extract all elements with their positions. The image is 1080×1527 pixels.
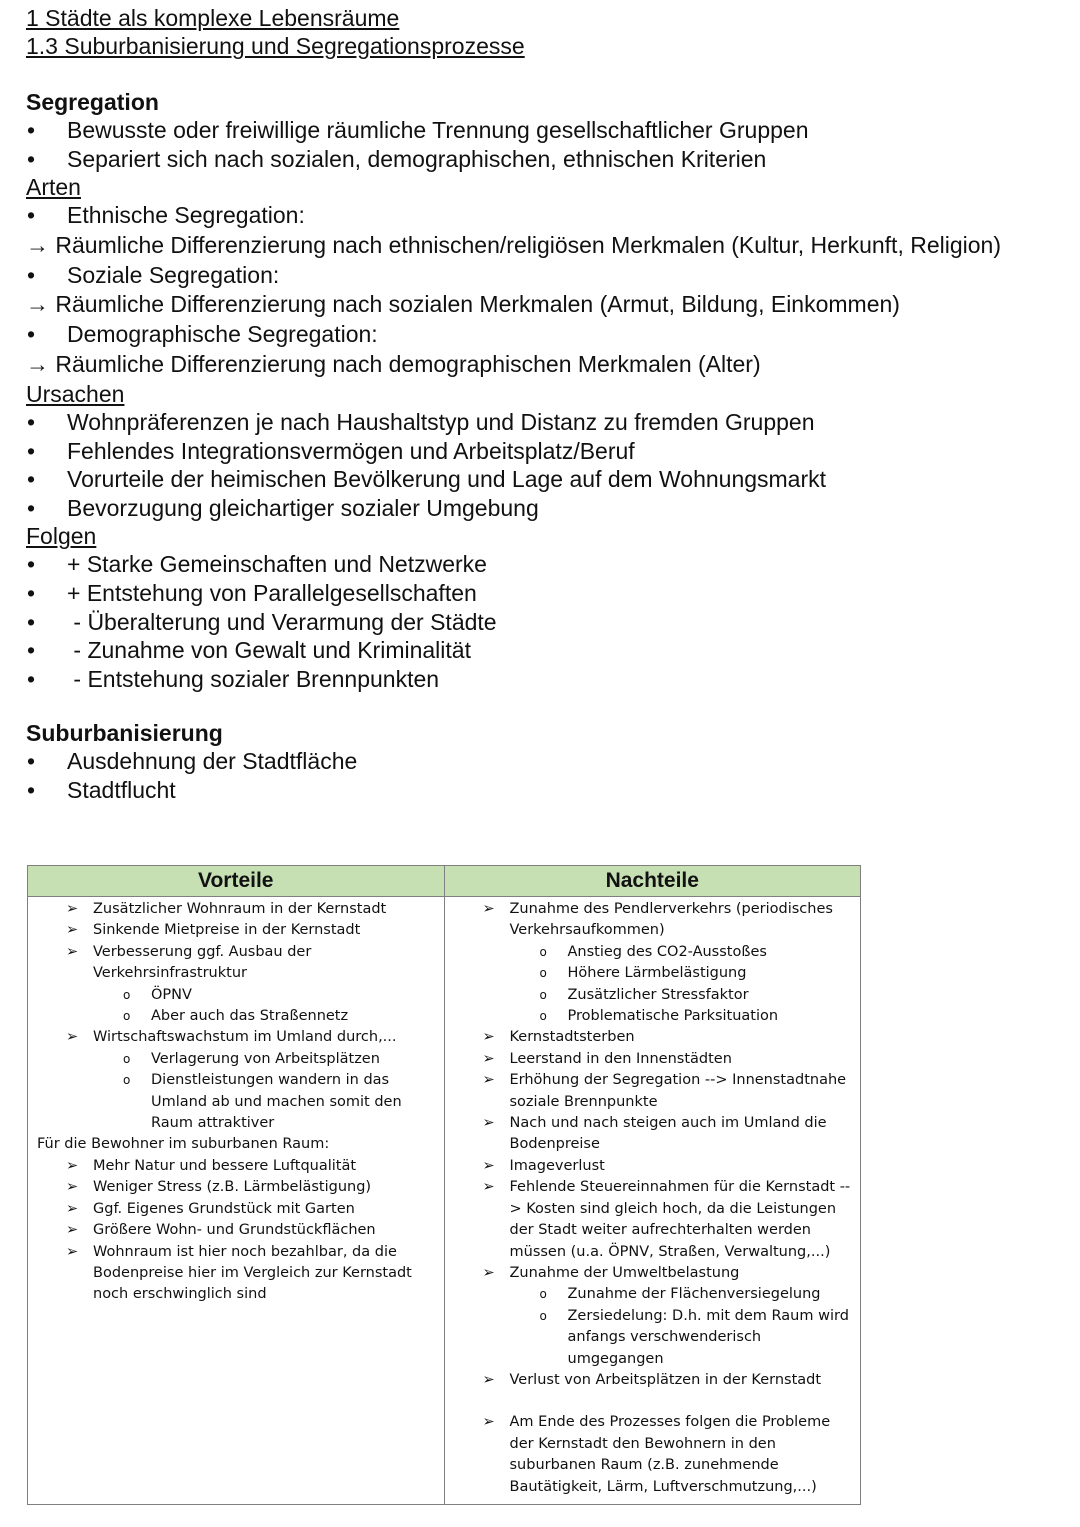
arrowhead-bullet-icon: ➢ <box>482 1179 495 1196</box>
arrowhead-bullet-icon: ➢ <box>66 922 79 939</box>
segregation-heading: Segregation <box>26 89 159 115</box>
list-item <box>451 1027 855 1048</box>
arrowhead-bullet-icon: ➢ <box>66 1029 79 1046</box>
list-item-text: Fehlende Steuereinnahmen für die Kernstadt --> Kosten sind gleich hoch, da die Leistungen der Stadt weiter aufrechterhalten werden müssen (u.a. ÖPNV, Straßen, Verwaltung,...) <box>509 1179 851 1260</box>
list-item <box>451 1412 855 1498</box>
list-item-text: Weniger Stress (z.B. Lärmbelästigung) <box>93 1179 372 1196</box>
arrowhead-bullet-icon: ➢ <box>482 1115 495 1132</box>
list-item: • Ethnische Segregation: <box>26 202 305 229</box>
list-item-text: Zunahme der Umweltbelastung <box>509 1264 740 1281</box>
list-item-text: Verlagerung von Arbeitsplätzen <box>151 1050 380 1067</box>
list-item-text: Am Ende des Prozesses folgen die Probleme der Kernstadt den Bewohnern in den suburbanen Raum (z.B. zunehmende Bautätigkeit, Lärm, Luftverschmutzung,...) <box>509 1414 831 1495</box>
list-item-text: Wohnraum ist hier noch bezahlbar, da die Bodenpreise hier im Vergleich zur Kernstadt noch erschwinglich sind <box>93 1243 412 1303</box>
list-item <box>451 1177 855 1263</box>
list-item <box>451 1156 855 1177</box>
list-item <box>34 1070 438 1134</box>
list-item: • Vorurteile der heimischen Bevölkerung und Lage auf dem Wohnungsmarkt <box>26 466 827 493</box>
list-item: • + Starke Gemeinschaften und Netzwerke <box>26 551 487 578</box>
list-item <box>451 1070 855 1113</box>
list-item <box>34 942 438 985</box>
circle-bullet-icon: o <box>539 944 547 959</box>
list-item <box>451 1306 855 1370</box>
vorteile-cell <box>28 897 445 1505</box>
list-item: • - Zunahme von Gewalt und Kriminalität <box>26 637 471 664</box>
list-item-text: Kernstadtsterben <box>509 1029 635 1046</box>
list-item-text: Wirtschaftswachstum im Umland durch,... <box>93 1029 397 1046</box>
list-item: • Stadtflucht <box>26 776 176 803</box>
arrowhead-bullet-icon: ➢ <box>482 1414 495 1431</box>
folgen-label: Folgen <box>26 523 97 550</box>
spacer <box>451 1391 855 1412</box>
list-item <box>451 1049 855 1070</box>
list-item-text: Größere Wohn- und Grundstückflächen <box>93 1222 376 1239</box>
arrowhead-bullet-icon: ➢ <box>482 1029 495 1046</box>
ursachen-label: Ursachen <box>26 380 125 407</box>
circle-bullet-icon: o <box>123 1009 131 1024</box>
list-item <box>451 1284 855 1305</box>
nachteile-header: Nachteile <box>444 866 861 897</box>
circle-bullet-icon: o <box>123 1051 131 1066</box>
list-item-text: Anstieg des CO2-Ausstoßes <box>567 943 767 960</box>
arrow-line: → Räumliche Differenzierung nach demographischen Merkmalen (Alter) <box>26 350 761 377</box>
list-item-text: ÖPNV <box>151 986 192 1003</box>
circle-bullet-icon: o <box>123 1073 131 1088</box>
list-item: • Separiert sich nach sozialen, demographischen, ethnischen Kriterien <box>26 145 767 172</box>
nachteile-cell <box>444 897 861 1505</box>
arrowhead-bullet-icon: ➢ <box>482 1371 495 1388</box>
list-item-text: Nach und nach steigen auch im Umland die Bodenpreise <box>509 1115 827 1153</box>
list-item <box>451 1263 855 1284</box>
list-item-text: Verbesserung ggf. Ausbau der Verkehrsinfrastruktur <box>93 943 312 982</box>
list-item-text: Zusätzlicher Wohnraum in der Kernstadt <box>93 901 387 917</box>
vorteile-nachteile-table <box>27 865 861 1505</box>
arten-label: Arten <box>26 174 81 201</box>
list-item <box>451 1006 855 1027</box>
list-item: • + Entstehung von Parallelgesellschaften <box>26 579 477 606</box>
arrowhead-bullet-icon: ➢ <box>66 1200 79 1217</box>
chapter-title: 1 Städte als komplexe Lebensräume <box>26 5 400 31</box>
circle-bullet-icon: o <box>539 1308 547 1323</box>
vorteile-list <box>34 899 438 1306</box>
list-item: • Bevorzugung gleichartiger sozialer Umgebung <box>26 494 539 521</box>
list-item: • Demographische Segregation: <box>26 321 378 348</box>
vorteile-header: Vorteile <box>28 866 445 897</box>
list-item <box>34 920 438 941</box>
arrowhead-bullet-icon: ➢ <box>66 1157 79 1174</box>
list-item-text: Dienstleistungen wandern in das Umland ab und machen somit den Raum attraktiver <box>151 1072 402 1132</box>
circle-bullet-icon: o <box>539 1287 547 1302</box>
list-item <box>34 985 438 1006</box>
list-item <box>34 899 438 920</box>
arrowhead-bullet-icon: ➢ <box>66 943 79 960</box>
list-item <box>451 985 855 1006</box>
arrow-line: → Räumliche Differenzierung nach sozialen Merkmalen (Armut, Bildung, Einkommen) <box>26 291 900 318</box>
list-item <box>34 1027 438 1048</box>
list-item-text: Imageverlust <box>509 1157 605 1174</box>
list-heading: Für die Bewohner im suburbanen Raum: <box>37 1136 330 1153</box>
list-item-text: Erhöhung der Segregation --> Innenstadtnahe soziale Brennpunkte <box>509 1072 847 1110</box>
arrowhead-bullet-icon: ➢ <box>482 1264 495 1281</box>
circle-bullet-icon: o <box>123 987 131 1002</box>
document <box>26 4 1056 805</box>
arrowhead-bullet-icon: ➢ <box>482 901 495 917</box>
list-item-text: Problematische Parksituation <box>567 1008 779 1025</box>
arrowhead-bullet-icon: ➢ <box>482 1072 495 1089</box>
list-item <box>34 1006 438 1027</box>
list-item: • Ausdehnung der Stadtfläche <box>26 748 358 775</box>
circle-bullet-icon: o <box>539 1009 547 1024</box>
list-item <box>34 1177 438 1198</box>
arrowhead-bullet-icon: ➢ <box>482 1157 495 1174</box>
list-item: • Fehlendes Integrationsvermögen und Arbeitsplatz/Beruf <box>26 437 635 464</box>
arrowhead-bullet-icon: ➢ <box>66 1222 79 1239</box>
list-item-text: Verlust von Arbeitsplätzen in der Kernstadt <box>509 1371 822 1388</box>
list-item-text: Höhere Lärmbelästigung <box>567 965 747 982</box>
list-item-text: Zusätzlicher Stressfaktor <box>567 986 749 1003</box>
section-title: 1.3 Suburbanisierung und Segregationsprozesse <box>26 33 525 59</box>
nachteile-list <box>451 899 855 1498</box>
list-item: • Bewusste oder freiwillige räumliche Trennung gesellschaftlicher Gruppen <box>26 117 809 143</box>
list-item <box>451 942 855 963</box>
list-item-text: Leerstand in den Innenstädten <box>509 1050 732 1067</box>
list-item: • Wohnpräferenzen je nach Haushaltstyp und Distanz zu fremden Gruppen <box>26 408 815 435</box>
arrowhead-bullet-icon: ➢ <box>482 1050 495 1067</box>
list-item <box>451 1370 855 1391</box>
arrowhead-bullet-icon: ➢ <box>66 901 79 917</box>
arrowhead-bullet-icon: ➢ <box>66 1179 79 1196</box>
list-item <box>34 1242 438 1306</box>
list-item <box>34 1199 438 1220</box>
list-item <box>451 963 855 984</box>
list-item: • - Überalterung und Verarmung der Städte <box>26 608 497 635</box>
list-item-text: Zunahme des Pendlerverkehrs (periodisches Verkehrsaufkommen) <box>509 901 833 939</box>
list-item-text: Zersiedelung: D.h. mit dem Raum wird anfangs verschwenderisch umgegangen <box>567 1307 849 1367</box>
list-item <box>34 1049 438 1070</box>
list-item-text: Ggf. Eigenes Grundstück mit Garten <box>93 1200 355 1217</box>
circle-bullet-icon: o <box>539 987 547 1002</box>
list-item-text: Mehr Natur und bessere Luftqualität <box>93 1157 357 1174</box>
list-item <box>34 1156 438 1177</box>
list-item <box>451 1113 855 1156</box>
list-item: • Soziale Segregation: <box>26 261 280 288</box>
arrow-line: → Räumliche Differenzierung nach ethnischen/religiösen Merkmalen (Kultur, Herkunft, Religion) <box>26 231 1001 258</box>
list-item-text: Zunahme der Flächenversiegelung <box>567 1286 821 1303</box>
list-item: • - Entstehung sozialer Brennpunkten <box>26 665 440 692</box>
list-item-text: Aber auch das Straßennetz <box>151 1008 349 1025</box>
circle-bullet-icon: o <box>539 966 547 981</box>
list-item <box>451 899 855 942</box>
suburbanisierung-heading: Suburbanisierung <box>26 720 223 747</box>
list-item <box>34 1220 438 1241</box>
list-item-text: Sinkende Mietpreise in der Kernstadt <box>93 922 361 939</box>
arrowhead-bullet-icon: ➢ <box>66 1243 79 1260</box>
